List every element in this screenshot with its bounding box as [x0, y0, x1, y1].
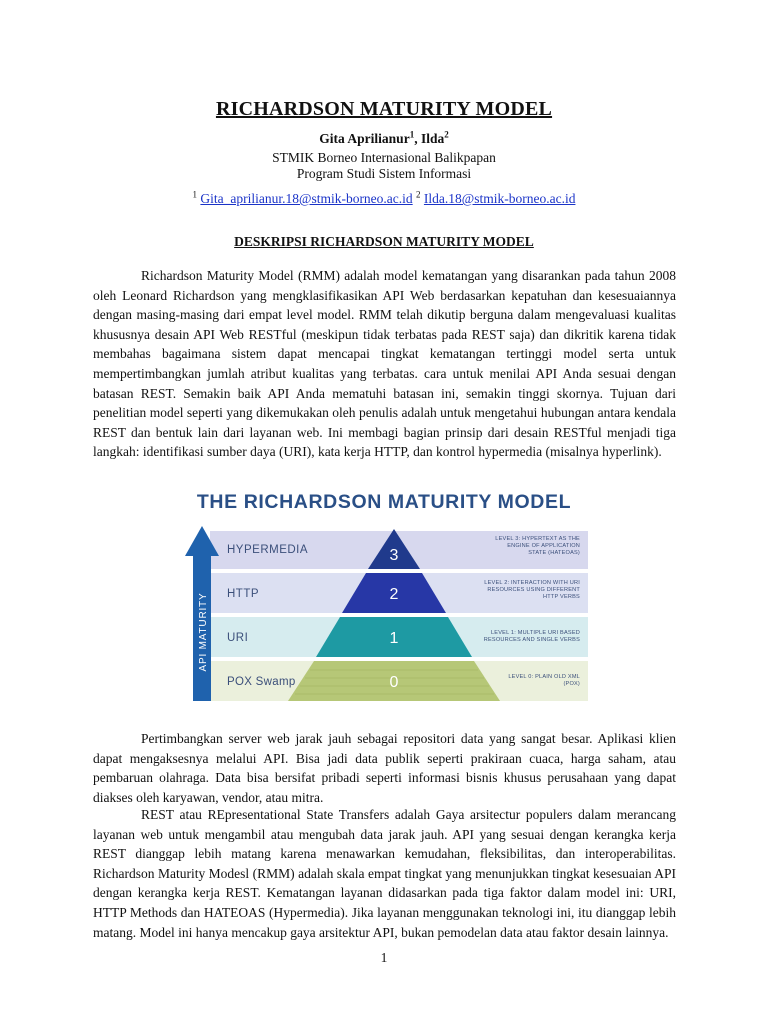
paper-title: RICHARDSON MATURITY MODEL	[215, 98, 553, 120]
desc-level-2-line-1: LEVEL 2: INTERACTION WITH URI	[484, 580, 580, 586]
pyramid-number-0: 0	[389, 674, 399, 691]
email-line	[0, 191, 768, 207]
desc-level-0-line-2: (POX)	[563, 681, 580, 687]
section-heading: DESKRIPSI RICHARDSON MATURITY MODEL	[234, 234, 534, 249]
axis-label: API MATURITY	[198, 592, 209, 672]
desc-level-1-line-1: LEVEL 1: MULTIPLE URI BASED	[490, 630, 580, 636]
author-line	[0, 131, 768, 147]
pyramid-number-1: 1	[389, 630, 399, 647]
author-2-affil-marker: 2	[444, 129, 449, 140]
desc-level-2-line-2: RESOURCES USING DIFFERENT	[487, 587, 580, 593]
paragraph-2: Pertimbangkan server web jarak jauh sebagai repositori data yang sangat besar. Aplikasi klien dapat mengaksesnya melalui API. Bisa jadi data publik seperti prakiraan cuaca, harga saham, atau pembaruan olahraga. Data bisa bersifat pribadi seperti informasi bisnis khusus perusahaan yang dapat diakses oleh karyawan, vendor, atau mitra.	[93, 731, 676, 805]
affiliation-institution: STMIK Borneo Internasional Balikpapan	[272, 150, 496, 165]
email-2-link[interactable]: Ilda.18@stmik-borneo.ac.id	[423, 191, 576, 206]
email-2-marker: 2	[416, 189, 421, 200]
author-separator: ,	[414, 131, 421, 146]
author-1: Gita Aprilianur	[319, 131, 410, 146]
figure-title: THE RICHARDSON MATURITY MODEL	[196, 491, 572, 513]
rmm-figure	[180, 480, 588, 716]
paragraph-3: REST atau REpresentational State Transfers adalah Gaya arsitectur populers dalam merancang layanan web untuk mengambil atau mengubah data jarak jauh. API yang sesuai dengan kerangka kerja REST dianggap lebih matang karena menawarkan kemudahan, fleksibilitas, dan interoperabilitas. Richardson Maturity Modesl (RMM) adalah skala empat tingkat yang menunjukkan tingkat kesesuaian API dengan kerangka kerja REST. Kematangan layanan didasarkan pada tiga faktor dalam model ini: URI, HTTP Methods dan HATEOAS (Hypermedia). Jika layanan menggunakan teknologi ini, itu dianggap lebih matang. Model ini hanya mencakup gaya arsitektur API, bukan pemodelan data atau faktor desain lainnya.	[93, 807, 676, 940]
level-name-uri: URI	[227, 632, 249, 644]
level-name-hypermedia: HYPERMEDIA	[227, 544, 309, 556]
desc-level-3-line-2: ENGINE OF APPLICATION	[507, 543, 580, 549]
email-1-link[interactable]: Gita_aprilianur.18@stmik-borneo.ac.id	[200, 191, 413, 206]
author-1-affil-marker: 1	[409, 129, 415, 140]
level-name-http: HTTP	[227, 588, 260, 600]
pyramid-number-3: 3	[389, 547, 399, 564]
desc-level-3-line-3: STATE (HATEOAS)	[528, 550, 580, 556]
desc-level-0-line-1: LEVEL 0: PLAIN OLD XML	[508, 674, 580, 680]
desc-level-1-line-2: RESOURCES AND SINGLE VERBS	[483, 637, 580, 643]
desc-level-2-line-3: HTTP VERBS	[542, 594, 580, 600]
author-2: Ilda	[420, 131, 445, 146]
pyramid-number-2: 2	[389, 586, 399, 603]
affiliation-program: Program Studi Sistem Informasi	[296, 166, 472, 181]
desc-level-3-line-1: LEVEL 3: HYPERTEXT AS THE	[495, 536, 580, 542]
paragraph-1: Richardson Maturity Model (RMM) adalah model kematangan yang disarankan pada tahun 2008 oleh Leonard Richardson yang mengklasifikasikan API Web berdasarkan kepatuhan dan kesesuaiannya dengan masing-masing dari empat level model. RMM telah dikutip berguna dalam mengevaluasi kualitas khususnya desain API Web RESTful (meskipun tidak terbatas pada REST saja) dan dikritik karena tidak membahas bagaimana sistem dapat mencapai tingkat kematangan tertinggi model serta untuk mempertimbangkan jumlah atribut kualitas yang terbatas. cara untuk menilai API Anda sesuai dengan batasan REST. Semakin baik API Anda mematuhi batasan ini, semakin tinggi skornya. Tujuan dari penelitian model seperti yang dikemukakan oleh penulis adalah untuk mengetahui hubungan antara kendala REST dan bentuk lain dari layanan web. Ini membagi bagian prinsip dari desain RESTful menjadi tiga langkah: identifikasi sumber daya (URI), kata kerja HTTP, dan kontrol hypermedia (misalnya hyperlink).	[93, 268, 676, 460]
email-1-marker: 1	[192, 189, 198, 200]
level-name-pox-swamp: POX Swamp	[227, 676, 296, 688]
page-number: 1	[380, 950, 388, 965]
